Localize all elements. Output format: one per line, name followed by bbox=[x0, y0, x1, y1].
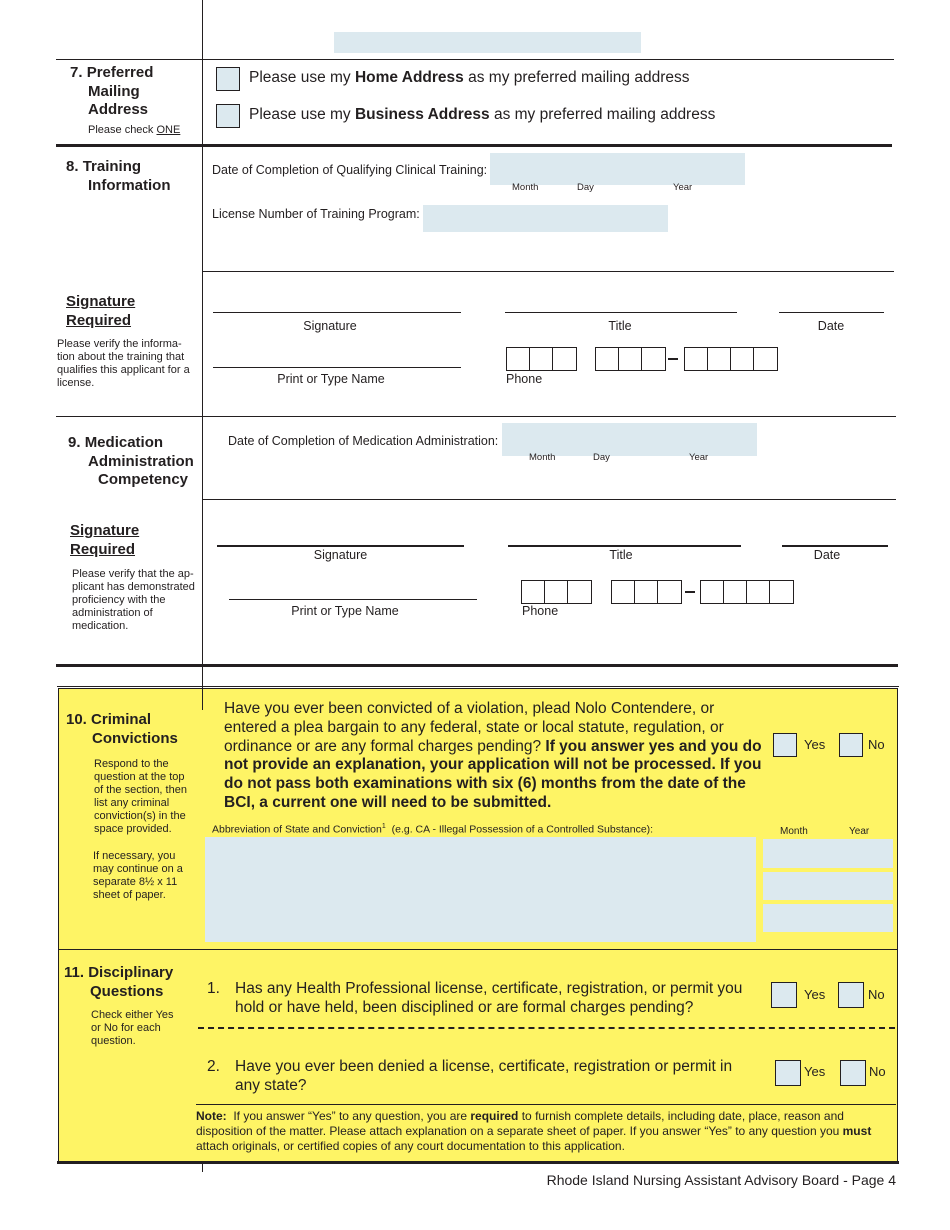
criminal-conviction-question: Have you ever been convicted of a violation, plead Nolo Contendere, or entered a plea bargain to any federal, state or local statute, regulation, or ordinance or are any formal charges pending? If you answer yes and you do not provide an explanation, your application will not be processed. If you do not pass both examinations with six (6) months from the date of the BCI, a current one will need to be submitted. bbox=[224, 700, 762, 811]
rule-above-section10 bbox=[56, 664, 898, 667]
clinical-training-date-label: Date of Completion of Qualifying Clinical Training: bbox=[212, 163, 488, 177]
medication-year-label: Year bbox=[689, 452, 709, 463]
date-year-label: Year bbox=[673, 182, 693, 193]
signature1-phone-prefix[interactable] bbox=[595, 347, 666, 371]
signature2-signature-caption: Signature bbox=[313, 548, 368, 562]
signature1-note: Please verify the informa- tion about the training that qualifies this applicant for a license. bbox=[57, 338, 190, 389]
disciplinary-question-1-number: 1. bbox=[207, 980, 220, 997]
training-license-field[interactable] bbox=[423, 205, 668, 232]
medication-date-label: Date of Completion of Medication Administration: bbox=[228, 434, 499, 448]
section10-top-rule bbox=[57, 686, 899, 687]
disciplinary-question-2-text: Have you ever been denied a license, certificate, registration or permit in any state? bbox=[235, 1058, 733, 1094]
conviction-date-field-1[interactable] bbox=[763, 839, 893, 868]
business-address-checkbox[interactable] bbox=[216, 104, 240, 128]
rule-above-section8 bbox=[56, 144, 892, 147]
conviction-abbreviation-label: Abbreviation of State and Conviction$^1$ (e.g. CA - Illegal Possession of a Controlled Substance): bbox=[212, 823, 654, 836]
denied-no-checkbox[interactable] bbox=[840, 1060, 866, 1086]
signature2-note: Please verify that the ap- plicant has demonstrated proficiency with the administration of medication. bbox=[72, 568, 195, 632]
section7-title: 7. Preferred Mailing Address bbox=[70, 64, 154, 118]
denied-yes-checkbox[interactable] bbox=[775, 1060, 801, 1086]
clinical-training-date-field[interactable] bbox=[490, 153, 745, 185]
signature2-date-line[interactable] bbox=[782, 545, 888, 547]
signature2-print-name-caption: Print or Type Name bbox=[291, 604, 399, 618]
signature1-phone-dash bbox=[668, 358, 678, 360]
signature2-title-line[interactable] bbox=[508, 545, 741, 547]
rule-above-section7 bbox=[56, 59, 894, 60]
disciplinary-question-2-number: 2. bbox=[207, 1058, 220, 1075]
disciplinary-note: Note: If you answer “Yes” to any question, you are required to furnish complete details, including date, place, reason and disposition of the matter. Please attach explanation on a separate sheet of paper. If you answer “Yes” to any question you must attach originals, or certified copies of any court documentation to this application. bbox=[196, 1109, 872, 1153]
question-separator-dashed bbox=[198, 1027, 895, 1029]
signature2-phone-area-code[interactable] bbox=[521, 580, 592, 604]
medication-day-label: Day bbox=[593, 452, 610, 463]
date-day-label: Day bbox=[577, 182, 594, 193]
signature1-date-line[interactable] bbox=[779, 312, 884, 313]
rule-above-section9 bbox=[56, 416, 896, 417]
conviction-year-header: Year bbox=[849, 826, 870, 837]
signature1-phone-line[interactable] bbox=[684, 347, 778, 371]
signature2-title: Signature Required bbox=[70, 522, 140, 558]
note-top-rule bbox=[196, 1104, 896, 1105]
signature1-signature-caption: Signature bbox=[303, 319, 357, 333]
criminal-no-checkbox[interactable] bbox=[839, 733, 863, 757]
criminal-no-label: No bbox=[868, 737, 885, 752]
denied-no-label: No bbox=[869, 1064, 886, 1079]
business-address-option-text: Please use my Business Address as my preferred mailing address bbox=[249, 106, 716, 123]
section11-bottom-rule bbox=[57, 1161, 899, 1164]
signature2-phone-prefix[interactable] bbox=[611, 580, 682, 604]
disciplined-no-label: No bbox=[868, 987, 885, 1002]
disciplined-yes-checkbox[interactable] bbox=[771, 982, 797, 1008]
top-blank-field[interactable] bbox=[334, 32, 641, 53]
section10-note1: Respond to the question at the top of the section, then list any criminal conviction(s) in the space provided. bbox=[94, 758, 187, 835]
criminal-yes-checkbox[interactable] bbox=[773, 733, 797, 757]
rule-above-signature2 bbox=[202, 499, 896, 500]
signature1-date-caption: Date bbox=[817, 319, 845, 333]
signature2-date-caption: Date bbox=[813, 548, 841, 562]
date-month-label: Month bbox=[512, 182, 539, 193]
signature1-phone-area-code[interactable] bbox=[506, 347, 577, 371]
section11-title: 11. Disciplinary Questions bbox=[64, 964, 174, 1000]
section10-note2: If necessary, you may continue on a separate 8½ x 11 sheet of paper. bbox=[93, 850, 183, 901]
signature2-title-caption: Title bbox=[609, 548, 633, 562]
signature1-print-name-caption: Print or Type Name bbox=[277, 372, 385, 386]
denied-yes-label: Yes bbox=[804, 1064, 826, 1079]
signature1-signature-line[interactable] bbox=[213, 312, 461, 313]
signature1-print-name-line[interactable] bbox=[213, 367, 461, 368]
home-address-checkbox[interactable] bbox=[216, 67, 240, 91]
signature1-title-line[interactable] bbox=[505, 312, 737, 313]
medication-month-label: Month bbox=[529, 452, 556, 463]
signature2-phone-line[interactable] bbox=[700, 580, 794, 604]
section9-title: 9. Medication Administration Competency bbox=[68, 434, 194, 488]
signature2-phone-dash bbox=[685, 591, 695, 593]
signature2-print-name-line[interactable] bbox=[229, 599, 477, 600]
page-footer: Rhode Island Nursing Assistant Advisory Board - Page 4 bbox=[546, 1172, 896, 1188]
section8-title: 8. Training Information bbox=[66, 158, 171, 194]
signature2-phone-caption: Phone bbox=[522, 604, 559, 618]
section10-title: 10. Criminal Convictions bbox=[66, 711, 178, 747]
conviction-details-field[interactable] bbox=[205, 837, 756, 942]
conviction-month-header: Month bbox=[780, 826, 808, 837]
disciplined-yes-label: Yes bbox=[804, 987, 826, 1002]
section11-note: Check either Yes or No for each question. bbox=[91, 1009, 174, 1047]
disciplined-no-checkbox[interactable] bbox=[838, 982, 864, 1008]
signature1-title-caption: Title bbox=[608, 319, 632, 333]
training-license-label: License Number of Training Program: bbox=[212, 207, 420, 221]
conviction-date-field-2[interactable] bbox=[763, 872, 893, 900]
section10-column-divider bbox=[202, 688, 203, 710]
signature1-title: Signature Required bbox=[66, 293, 136, 329]
rule-above-signature1 bbox=[202, 271, 894, 272]
disciplinary-question-1-text: Has any Health Professional license, certificate, registration, or permit you hold or have held, been disciplined or are formal charges pending? bbox=[235, 980, 743, 1016]
signature2-signature-line[interactable] bbox=[217, 545, 464, 547]
conviction-date-field-3[interactable] bbox=[763, 904, 893, 932]
home-address-option-text: Please use my Home Address as my preferred mailing address bbox=[249, 69, 690, 86]
signature1-phone-caption: Phone bbox=[506, 372, 543, 386]
criminal-yes-label: Yes bbox=[804, 737, 826, 752]
section7-note: Please check ONE bbox=[88, 124, 181, 136]
